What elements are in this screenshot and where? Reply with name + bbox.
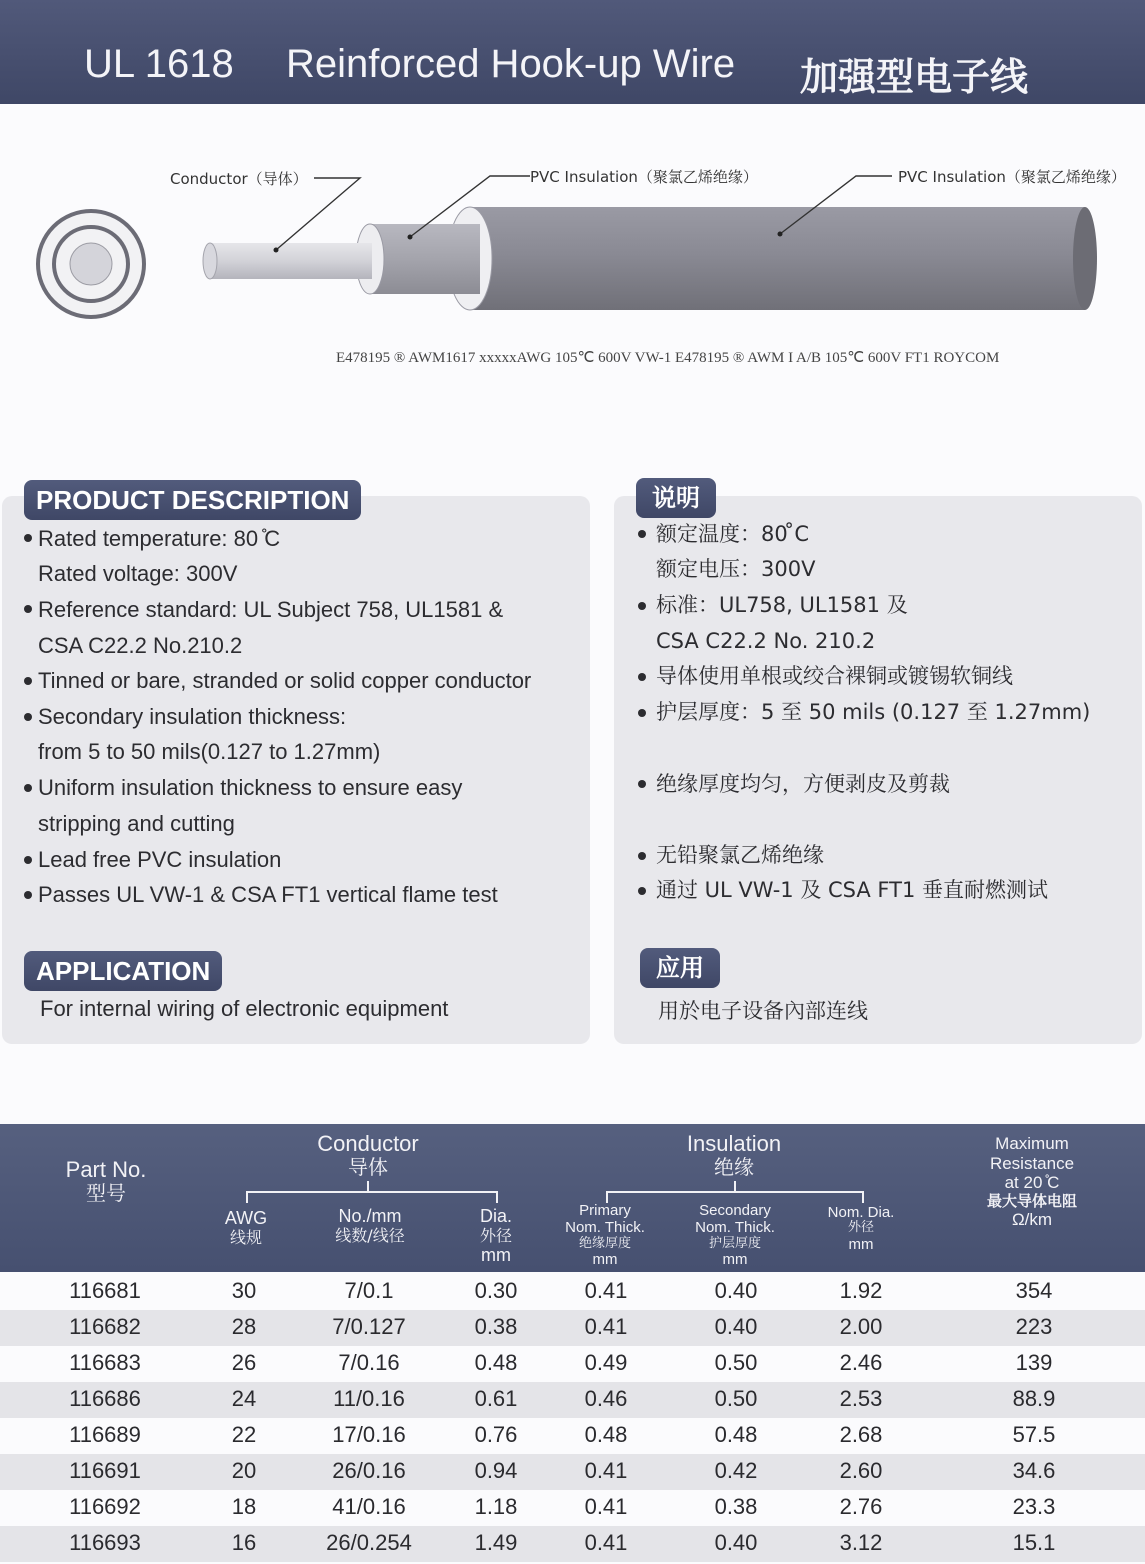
col-secondary-en-1: Secondary [699,1202,771,1219]
cell-resistance: 23.3 [1012,1494,1056,1519]
bullet-icon [24,856,32,864]
bullet-icon [638,602,646,610]
col-primary [555,1202,655,1269]
bullet-icon [638,887,646,895]
desc-zh-line: 无铅聚氯乙烯绝缘 [656,843,824,867]
col-resistance-en-1: Maximum [995,1134,1069,1153]
conductor-bracket-tick [367,1181,369,1193]
bullet-icon [24,713,32,721]
table-row [0,1310,1145,1346]
bullet-icon [638,673,646,681]
cell-resistance: 139 [1015,1350,1053,1375]
application-zh-heading: 应用 [640,948,720,988]
col-resistance-en-3: at 20 ̊C [1004,1173,1060,1193]
conductor-bracket [246,1191,498,1203]
desc-line: Rated temperature: 80 ̊C [38,526,281,551]
col-dia-en: Dia. [479,1206,512,1226]
print-marking: E478195 ® AWM1617 xxxxxAWG 105℃ 600V VW-1 E478195 ® AWM I A/B 105℃ 600V FT1 ROYCOM [336,350,1000,366]
group-conductor-zh: 导体 [348,1155,388,1180]
col-no-mm-en: No./mm [338,1206,402,1226]
desc-zh-line: 绝缘厚度均匀，方便剥皮及剪裁 [656,772,950,796]
cell-secondary: 0.40 [714,1314,758,1339]
cell-awg: 20 [231,1458,257,1483]
desc-line: Rated voltage: 300V [38,561,238,586]
cell-no-mm: 41/0.16 [332,1494,406,1519]
cell-dia: 0.76 [474,1422,518,1447]
table-row [0,1346,1145,1382]
cell-no-mm: 7/0.1 [344,1278,394,1303]
application-text: For internal wiring of electronic equipment [40,996,449,1021]
desc-line: Uniform insulation thickness to ensure easy [38,775,463,800]
col-resistance-zh: 最大导体电阻 [986,1191,1077,1210]
bullet-icon [638,709,646,717]
col-part-no-zh: 型号 [86,1181,126,1206]
cell-secondary: 0.48 [714,1422,758,1447]
title-banner [0,0,1145,104]
desc-line: Reference standard: UL Subject 758, UL1581 & [38,597,504,622]
cell-primary: 0.46 [584,1386,628,1411]
col-nom-dia-en: Nom. Dia. [827,1204,895,1221]
cell-dia: 1.49 [474,1530,518,1555]
col-awg-zh: 线规 [229,1227,262,1247]
outer-insulation-icon [448,207,1097,310]
cell-resistance: 223 [1015,1314,1053,1339]
bullet-icon [24,677,32,685]
bullet-icon [24,605,32,613]
table-row [0,1526,1145,1562]
desc-line: Secondary insulation thickness: [38,704,347,729]
cell-resistance: 354 [1015,1278,1053,1303]
desc-zh-line: 额定温度：80 ̊C [656,522,810,546]
bullet-icon [24,534,32,542]
desc-line: CSA C22.2 No.210.2 [38,633,243,658]
cell-part-no: 116682 [69,1314,141,1339]
insulation-bracket-tick [734,1181,736,1193]
cell-resistance: 15.1 [1012,1530,1056,1555]
application-heading: APPLICATION [24,951,222,991]
cell-nom-dia: 2.46 [839,1350,883,1375]
cell-nom-dia: 2.00 [839,1314,883,1339]
cell-awg: 30 [231,1278,257,1303]
cell-part-no: 116692 [69,1494,141,1519]
cell-nom-dia: 2.53 [839,1386,883,1411]
group-conductor-en: Conductor [317,1131,419,1156]
cell-part-no: 116686 [69,1386,141,1411]
desc-zh-line: 额定电压：300V [656,557,816,581]
bullet-icon [24,784,32,792]
col-dia [466,1206,526,1266]
col-resistance [962,1134,1102,1229]
cell-awg: 28 [231,1314,257,1339]
bullet-icon [638,852,646,860]
desc-zh-line: 通过 UL VW-1 及 CSA FT1 垂直耐燃测试 [656,878,1048,902]
cell-awg: 16 [231,1530,257,1555]
col-dia-unit: mm [481,1245,511,1266]
table-row [0,1418,1145,1454]
cell-primary: 0.41 [584,1278,628,1303]
model-number: UL 1618 [84,42,234,86]
cell-secondary: 0.50 [714,1386,758,1411]
cell-no-mm: 17/0.16 [332,1422,406,1447]
cell-secondary: 0.40 [714,1278,758,1303]
group-insulation [644,1131,824,1179]
cell-awg: 18 [231,1494,257,1519]
description-zh-heading: 说明 [636,478,716,518]
cell-dia: 0.38 [474,1314,518,1339]
cross-section-icon [38,211,144,317]
col-nom-dia-zh: 外径 [847,1220,874,1236]
desc-zh-line: 护层厚度：5 至 50 mils (0.127 至 1.27mm) [656,700,1091,724]
product-name-en: Reinforced Hook-up Wire [286,42,736,86]
cell-nom-dia: 3.12 [839,1530,883,1555]
label-insulation-secondary: PVC Insulation（聚氯乙烯绝缘） [898,168,1126,186]
desc-line: Lead free PVC insulation [38,847,282,872]
application-zh-text: 用於电子设备內部连线 [658,999,868,1023]
cell-primary: 0.41 [584,1494,628,1519]
cell-secondary: 0.42 [714,1458,758,1483]
desc-line: Tinned or bare, stranded or solid copper conductor [38,668,532,693]
bullet-icon [638,530,646,538]
cell-no-mm: 26/0.254 [326,1530,412,1555]
table-row [0,1490,1145,1526]
col-awg [206,1208,286,1247]
cell-nom-dia: 2.76 [839,1494,883,1519]
cell-part-no: 116681 [69,1278,141,1303]
col-resistance-unit: Ω/km [1011,1209,1053,1229]
col-secondary-zh: 护层厚度 [708,1235,761,1251]
cell-nom-dia: 2.60 [839,1458,883,1483]
col-part-no-en: Part No. [65,1157,147,1182]
cell-secondary: 0.40 [714,1530,758,1555]
cell-resistance: 57.5 [1012,1422,1056,1447]
spec-table-header [0,1124,1145,1272]
col-resistance-en-2: Resistance [989,1153,1075,1173]
col-no-mm-zh: 线数/线径 [335,1225,405,1245]
table-row [0,1454,1145,1490]
cell-dia: 0.30 [474,1278,518,1303]
col-primary-en-1: Primary [579,1202,631,1219]
col-secondary-en-2: Nom. Thick. [695,1219,775,1237]
cell-no-mm: 26/0.16 [332,1458,406,1483]
cell-resistance: 88.9 [1012,1386,1056,1411]
label-conductor: Conductor（导体） [170,170,308,188]
desc-line: Passes UL VW-1 & CSA FT1 vertical flame test [38,882,498,907]
desc-zh-line: 导体使用单根或绞合裸铜或镀锡软铜线 [656,664,1013,688]
cell-dia: 0.94 [474,1458,518,1483]
col-secondary-unit: mm [722,1251,748,1269]
cell-dia: 0.61 [474,1386,518,1411]
conductor-icon [203,243,372,279]
col-primary-unit: mm [592,1251,618,1269]
group-conductor [268,1131,468,1179]
group-insulation-en: Insulation [686,1131,782,1156]
cell-awg: 22 [231,1422,257,1447]
group-insulation-zh: 绝缘 [714,1155,754,1180]
cell-primary: 0.41 [584,1314,628,1339]
col-primary-zh: 绝缘厚度 [578,1235,631,1251]
col-part-no [40,1157,172,1205]
bullet-icon [24,891,32,899]
label-insulation-primary: PVC Insulation（聚氯乙烯绝缘） [530,168,758,186]
table-row [0,1274,1145,1310]
desc-zh-line: 标准：UL758, UL1581 及 [656,593,908,617]
col-awg-en: AWG [224,1208,268,1228]
cell-dia: 1.18 [474,1494,518,1519]
cell-awg: 24 [231,1386,257,1411]
cell-secondary: 0.38 [714,1494,758,1519]
cell-awg: 26 [231,1350,257,1375]
cell-part-no: 116683 [69,1350,141,1375]
cell-no-mm: 7/0.16 [338,1350,400,1375]
wire-diagram [0,104,1145,404]
cell-no-mm: 7/0.127 [332,1314,406,1339]
cell-part-no: 116689 [69,1422,141,1447]
desc-line: from 5 to 50 mils(0.127 to 1.27mm) [38,739,381,764]
desc-zh-line: CSA C22.2 No. 210.2 [656,629,876,653]
table-row [0,1382,1145,1418]
cell-dia: 0.48 [474,1350,518,1375]
col-nom-dia [815,1204,907,1253]
product-description-heading: PRODUCT DESCRIPTION [24,480,361,520]
bullet-icon [638,780,646,788]
col-no-mm [310,1206,430,1245]
cell-primary: 0.49 [584,1350,628,1375]
cell-no-mm: 11/0.16 [333,1386,405,1411]
cell-primary: 0.41 [584,1530,628,1555]
cell-secondary: 0.50 [714,1350,758,1375]
inner-insulation-icon [356,224,480,294]
cell-nom-dia: 1.92 [839,1278,883,1303]
cell-primary: 0.48 [584,1422,628,1447]
col-secondary [685,1202,785,1269]
col-nom-dia-unit: mm [848,1236,874,1254]
col-dia-zh: 外径 [479,1225,512,1245]
cell-part-no: 116693 [69,1530,141,1555]
cell-primary: 0.41 [584,1458,628,1483]
cell-nom-dia: 2.68 [839,1422,883,1447]
cell-resistance: 34.6 [1012,1458,1056,1483]
product-name-zh: 加强型电子线 [800,55,1029,99]
desc-line: stripping and cutting [38,811,235,836]
cell-part-no: 116691 [69,1458,141,1483]
col-primary-en-2: Nom. Thick. [565,1219,645,1237]
